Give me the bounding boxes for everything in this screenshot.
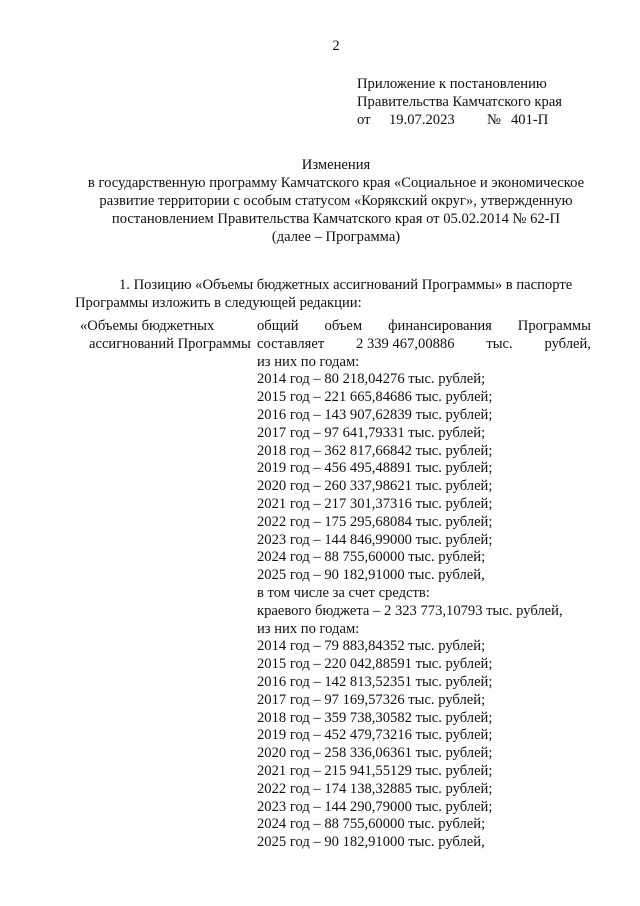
funding-line: 2020 год – 258 336,06361 тыс. рублей; <box>257 745 493 762</box>
funding-line: 2021 год – 215 941,55129 тыс. рублей; <box>257 762 493 779</box>
intro-paragraph <box>75 277 595 313</box>
total-word: тыс. <box>486 335 513 352</box>
intro-line-1: 1. Позицию «Объемы бюджетных ассигнований Программы» в паспорте <box>119 277 573 293</box>
appendix-from-label: от <box>357 112 371 128</box>
funding-line: в том числе за счет средств: <box>257 584 430 601</box>
funding-line: из них по годам: <box>257 620 360 637</box>
funding-line: 2018 год – 359 738,30582 тыс. рублей; <box>257 709 493 726</box>
document-title <box>60 157 612 247</box>
appendix-header <box>357 76 562 130</box>
total-word: рублей, <box>544 335 591 352</box>
title-line: развитие территории с особым статусом «Корякский округ», утвержденную <box>99 193 573 209</box>
funding-line: 2018 год – 362 817,66842 тыс. рублей; <box>257 442 493 459</box>
left-cell-line: ассигнований Программы <box>89 336 251 352</box>
funding-line: 2016 год – 143 907,62839 тыс. рублей; <box>257 406 493 423</box>
funding-line: из них по годам: <box>257 353 360 370</box>
appendix-line-2: Правительства Камчатского края <box>357 94 563 110</box>
total-line-2 <box>257 336 591 354</box>
funding-line: 2021 год – 217 301,37316 тыс. рублей; <box>257 495 493 512</box>
table-right-cell <box>257 318 591 852</box>
total-word: финансирования <box>388 318 492 334</box>
total-word: общий <box>257 318 299 334</box>
funding-line: 2014 год – 80 218,04276 тыс. рублей; <box>257 371 486 388</box>
funding-line: краевого бюджета – 2 323 773,10793 тыс. рублей, <box>257 602 563 619</box>
funding-line: 2017 год – 97 169,57326 тыс. рублей; <box>257 691 486 708</box>
title-line: (далее – Программа) <box>271 229 401 245</box>
appendix-number: 401-П <box>511 112 549 128</box>
title-line: в государственную программу Камчатского края «Социальное и экономическое <box>87 175 585 191</box>
title-line: Изменения <box>301 157 371 173</box>
funding-line: 2019 год – 452 479,73216 тыс. рублей; <box>257 727 493 744</box>
total-line-1 <box>257 318 591 336</box>
funding-line: 2022 год – 174 138,32885 тыс. рублей; <box>257 780 493 797</box>
funding-line: 2025 год – 90 182,91000 тыс. рублей, <box>257 834 485 851</box>
appendix-date-row <box>357 112 562 130</box>
funding-line: 2022 год – 175 295,68084 тыс. рублей; <box>257 513 493 530</box>
appendix-number-sign: № <box>487 112 501 128</box>
total-word: объем <box>324 318 363 334</box>
funding-line: 2017 год – 97 641,79331 тыс. рублей; <box>257 424 486 441</box>
funding-line: 2020 год – 260 337,98621 тыс. рублей; <box>257 478 493 495</box>
page-number: 2 <box>332 38 340 54</box>
total-word: составляет <box>257 335 325 352</box>
appendix-date: 19.07.2023 <box>389 112 455 128</box>
intro-line-2: Программы изложить в следующей редакции: <box>75 294 362 311</box>
funding-line: 2024 год – 88 755,60000 тыс. рублей; <box>257 816 486 833</box>
title-line: постановлением Правительства Камчатского края от 05.02.2014 № 62-П <box>111 211 561 227</box>
funding-line: 2015 год – 221 665,84686 тыс. рублей; <box>257 389 493 406</box>
funding-line: 2014 год – 79 883,84352 тыс. рублей; <box>257 638 486 655</box>
left-cell-line: «Объемы бюджетных <box>80 318 215 334</box>
funding-line: 2023 год – 144 846,99000 тыс. рублей; <box>257 531 493 548</box>
total-word: Программы <box>517 318 591 334</box>
funding-line: 2025 год – 90 182,91000 тыс. рублей, <box>257 567 485 584</box>
funding-line: 2023 год – 144 290,79000 тыс. рублей; <box>257 798 493 815</box>
funding-line: 2015 год – 220 042,88591 тыс. рублей; <box>257 656 493 673</box>
appendix-line-1: Приложение к постановлению <box>357 76 547 92</box>
total-amount: 2 339 467,00886 <box>356 335 455 352</box>
funding-lines <box>257 354 591 852</box>
funding-line: 2016 год – 142 813,52351 тыс. рублей; <box>257 673 493 690</box>
funding-line: 2019 год – 456 495,48891 тыс. рублей; <box>257 460 493 477</box>
table-left-cell <box>80 318 251 354</box>
funding-line: 2024 год – 88 755,60000 тыс. рублей; <box>257 549 486 566</box>
